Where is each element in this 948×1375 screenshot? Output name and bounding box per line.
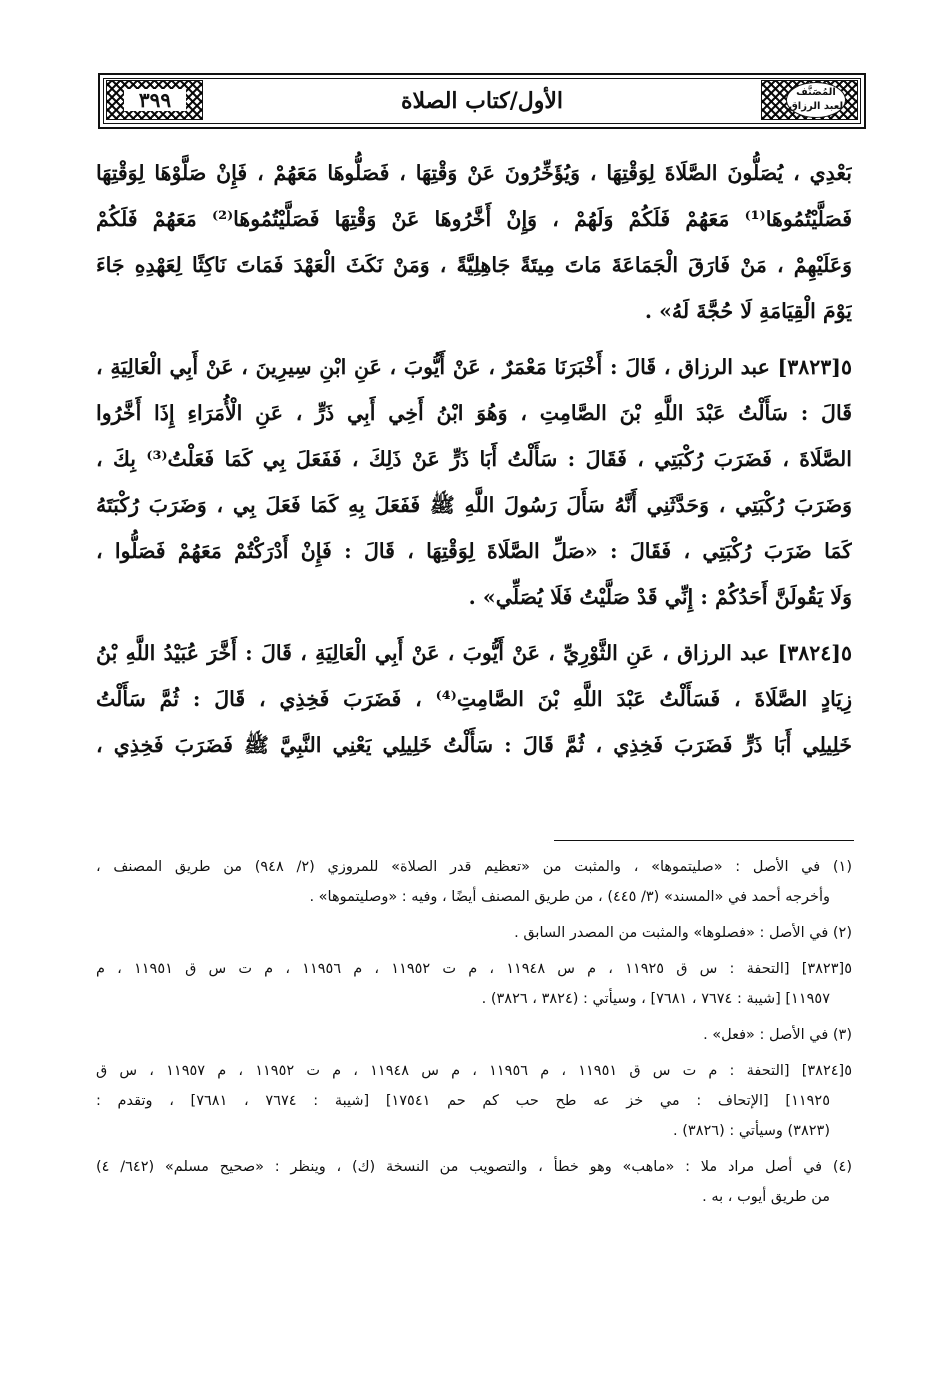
hadith-3823-start: ٥[٣٨٢٣] عبد الرزاق ، قَالَ : أَخْبَرَنَا مَعْمَرٌ ، عَنْ أَيُّوبَ ، عَنِ ابْنِ سِيرِينَ ، عَنْ أَبِي الْعَالِيَةِ ،	[96, 355, 852, 379]
page-number: ٣٩٩	[124, 89, 186, 111]
text-line: بَعْدِي ، يُصَلُّونَ الصَّلَاةَ لِوَقْتِهَا ، وَيُؤَخِّرُونَ عَنْ وَقْتِهَا ، فَصَلُّوهَا مَعَهُمْ ، فَإِنْ صَلَّوْهَا لِوَقْتِهَا	[96, 161, 852, 185]
text-line: يَوْمَ الْقِيَامَةِ لَا حُجَّةَ لَهُ» .	[644, 299, 852, 323]
book-logo: المُصَنَّف لعبد الرزاق	[786, 82, 846, 118]
hadith-3824-start: ٥[٣٨٢٤] عبد الرزاق ، عَنِ الثَّوْرِيِّ ، عَنْ أَيُّوبَ ، عَنْ أَبِي الْعَالِيَةِ ، قَالَ : أَخَّرَ عُبَيْدُ اللَّهِ بْنُ	[96, 641, 852, 665]
footnote-line: من طريق أيوب ، به .	[702, 1189, 830, 1205]
text-line: فَصَلَّيْتُمُوهَا⁽¹⁾ مَعَهُمْ فَلَكُمْ وَلَهُمْ ، وَإِنْ أَخَّرُوهَا عَنْ وَقْتِهَا فَصَلَّيْتُمُوهَا⁽²⁾ مَعَهُمْ فَلَكُمْ	[96, 207, 852, 231]
text-line: وَضَرَبَ رُكْبَتِي ، وَحَدَّثَنِي أَنَّهُ سَأَلَ رَسُولَ اللَّهِ ﷺ فَفَعَلَ بِهِ كَمَا فَعَلَ بِي ، وَضَرَبَ رُكْبَتَهُ	[96, 493, 852, 517]
text-line: كَمَا ضَرَبَ رُكْبَتِي ، فَقَالَ : «صَلِّ الصَّلَاةَ لِوَقْتِهَا ، قَالَ : فَإِنْ أَدْرَكْتُمْ مَعَهُمْ فَصَلُّوا ،	[96, 539, 852, 563]
running-header	[98, 73, 866, 129]
footnote-line: (٤) في أصل مراد ملا : «ماهب» وهو خطأ ، والتصويب من النسخة (ك) ، وينظر : «صحيح مسلم» (٦٤٢/ ٤)	[96, 1159, 852, 1175]
main-text	[96, 150, 852, 768]
footnote-line: ٥[٣٨٢٤] [التحفة : م ت س ق ١١٩٥١ ، م ١١٩٥٦ ، م س ١١٩٤٨ ، م ت ١١٩٥٢ ، م ١١٩٥٧ ، س ق	[96, 1063, 852, 1079]
text-line: الصَّلَاةَ ، فَضَرَبَ رُكْبَتِي ، فَقَالَ : سَأَلْتُ أَبَا ذَرٍّ عَنْ ذَلِكَ ، فَفَعَلَ بِي كَمَا فَعَلْتُ⁽³⁾ بِكَ ،	[96, 447, 852, 471]
text-line: وَلَا يَقُولَنَّ أَحَدُكُمْ : إِنِّي قَدْ صَلَّيْتُ فَلَا يُصَلِّي» .	[468, 585, 852, 609]
footnote-line: وأخرجه أحمد في «المسند» (٣/ ٤٤٥) ، من طريق المصنف أيضًا ، وفيه : «وصليتموها» .	[309, 889, 830, 905]
text-line: وَعَلَيْهِمْ ، مَنْ فَارَقَ الْجَمَاعَةَ مَاتَ مِيتَةً جَاهِلِيَّةً ، وَمَنْ نَكَثَ الْعَهْدَ فَمَاتَ نَاكِثًا لِعَهْدِهِ جَاءَ	[96, 253, 852, 277]
footnote-divider	[554, 840, 854, 841]
footnote-line: ١١٩٢٥] [الإتحاف : مي خز عه طح حب كم حم ١٧٥٤١] [شيبة : ٧٦٧٤ ، ٧٦٨١] ، وتقدم :	[96, 1093, 831, 1109]
text-line: زِيَادٍ الصَّلَاةَ ، فَسَأَلْتُ عَبْدَ اللَّهِ بْنَ الصَّامِتِ⁽⁴⁾ ، فَضَرَبَ فَخِذِي ، قَالَ : ثُمَّ سَأَلْتُ	[96, 687, 852, 711]
footnote-line: ٥[٣٨٢٣] [التحفة : س ق ١١٩٢٥ ، م س ١١٩٤٨ ، م ت ١١٩٥٢ ، م ١١٩٥٦ ، م ت س ق ١١٩٥١ ، م	[96, 961, 852, 977]
text-line: قَالَ : سَأَلْتُ عَبْدَ اللَّهِ بْنَ الصَّامِتِ ، وَهُوَ ابْنُ أَخِي أَبِي ذَرٍّ ، عَنِ الْأُمَرَاءِ إِذَا أَخَّرُوا	[96, 401, 852, 425]
footnotes	[96, 852, 852, 1212]
text-line: خَلِيلِي أَبَا ذَرٍّ فَضَرَبَ فَخِذِي ، ثُمَّ قَالَ : سَأَلْتُ خَلِيلِي يَعْنِي النَّبِيَّ ﷺ فَضَرَبَ فَخِذِي ،	[96, 733, 852, 757]
footnote-line: (٢) في الأصل : «فصلوها» والمثبت من المصدر السابق .	[514, 925, 852, 941]
footnote-line: (٣) في الأصل : «فعل» .	[703, 1027, 852, 1043]
header-title: الأول/كتاب الصلاة	[400, 88, 564, 114]
footnote-line: ١١٩٥٧] [شيبة : ٧٦٧٤ ، ٧٦٨١] ، وسيأتي : (٣٨٢٤ ، ٣٨٢٦) .	[481, 991, 830, 1007]
footnote-line: (١) في الأصل : «صليتموها» ، والمثبت من «تعظيم قدر الصلاة» للمروزي (٢/ ٩٤٨) من طريق المصنف ،	[96, 859, 852, 875]
footnote-line: (٣٨٢٣) وسيأتي : (٣٨٢٦) .	[673, 1123, 830, 1139]
